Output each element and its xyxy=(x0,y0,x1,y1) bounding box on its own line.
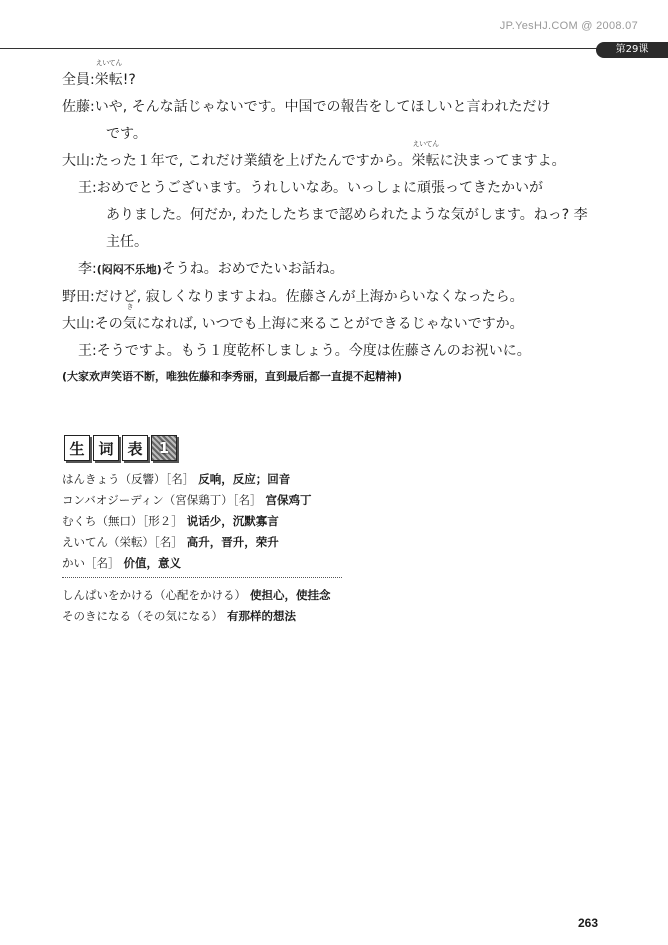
dialogue-continuation: です。 xyxy=(106,126,147,142)
line-post: に決まってますよ。 xyxy=(439,153,566,169)
vocab-entry xyxy=(62,556,622,570)
phrase-meaning: 使担心，使挂念 xyxy=(250,588,331,602)
dotted-divider xyxy=(62,577,342,578)
vocab-meaning: 高升，晋升，荣升 xyxy=(186,535,279,549)
vocab-term: はんきょう（反響）［名］ xyxy=(62,472,195,486)
vocab-heading-char: 生 xyxy=(64,435,90,461)
speaker: 大山: xyxy=(62,316,95,332)
ruby-base: 栄転 xyxy=(411,153,440,169)
ruby-word xyxy=(411,140,440,171)
line-text: そうですよ。もう１度乾杯しましょう。今度は佐藤さんのお祝いに。 xyxy=(96,343,531,359)
vocab-heading-char: 词 xyxy=(93,435,119,461)
dialogue-line xyxy=(62,287,622,307)
line-rest: !? xyxy=(122,72,136,88)
ruby-reading: えいてん xyxy=(412,140,439,148)
speaker: 王: xyxy=(78,180,97,196)
vocab-meaning: 反响，反应；回音 xyxy=(198,472,291,486)
line-post: になれば, いつでも上海に来ることができるじゃないですか。 xyxy=(136,316,524,332)
speaker: 全員: xyxy=(62,72,95,88)
vocab-meaning: 宫保鸡丁 xyxy=(265,493,312,507)
speaker: 大山: xyxy=(62,153,95,169)
vocab-term: コンバオジーディン（宮保鶏丁）［名］ xyxy=(62,493,262,507)
vocab-term: むくち（無口）［形２］ xyxy=(62,514,183,528)
stage-direction: (大家欢声笑语不断，唯独佐藤和李秀丽，直到最后都一直提不起精神) xyxy=(62,370,403,383)
line-text xyxy=(94,59,622,90)
dialogue-line xyxy=(62,178,622,198)
phrase-entry xyxy=(62,609,622,623)
vocab-meaning: 价值，意义 xyxy=(123,556,181,570)
speaker: 王: xyxy=(78,343,97,359)
vocab-heading-char: 表 xyxy=(122,435,148,461)
vocab-entry xyxy=(62,493,622,507)
ruby-reading: き xyxy=(126,303,133,311)
ruby-word xyxy=(122,303,137,334)
ruby-word xyxy=(94,59,123,90)
vocab-term: かい［名］ xyxy=(62,556,120,570)
dialogue xyxy=(62,59,622,387)
vocab-heading xyxy=(64,435,177,461)
speaker: 佐藤: xyxy=(62,99,95,115)
ruby-base: 気 xyxy=(122,316,137,332)
dialogue-line xyxy=(62,259,622,280)
vocab-entry xyxy=(62,535,622,549)
dialogue-line xyxy=(62,341,622,361)
phrase-entry xyxy=(62,588,622,602)
line-text: いや, そんな話じゃないです。中国での報告をしてほしいと言われただけ xyxy=(94,99,551,115)
watermark: JP.YesHJ.COM @ 2008.07 xyxy=(499,20,638,32)
header-rule xyxy=(0,48,604,49)
line-pre: その xyxy=(94,316,123,332)
phrase-meaning: 有那样的想法 xyxy=(227,609,296,623)
vocab-heading-number: 1 xyxy=(151,435,177,461)
line-pre: たった１年で, これだけ業績を上げたんですから。 xyxy=(94,153,412,169)
stage-note: (闷闷不乐地) xyxy=(96,263,162,276)
vocab-entry xyxy=(62,514,622,528)
line-text: おめでとうございます。うれしいなあ。いっしょに頑張ってきたかいが xyxy=(96,180,544,196)
vocab-list xyxy=(62,472,622,630)
phrase-term: そのきになる（その気になる） xyxy=(62,609,223,623)
dialogue-line xyxy=(62,97,622,117)
line-body: そうね。おめでたいお話ね。 xyxy=(161,261,344,277)
dialogue-line xyxy=(62,303,622,334)
line-text xyxy=(94,140,622,171)
dialogue-continuation: 主任。 xyxy=(106,234,148,250)
line-text xyxy=(97,259,622,280)
line-text xyxy=(94,303,622,334)
ruby-base: 栄転 xyxy=(94,72,123,88)
vocab-entry xyxy=(62,472,622,486)
vocab-meaning: 说话少，沉默寡言 xyxy=(186,514,279,528)
dialogue-line xyxy=(62,140,622,171)
phrase-term: しんぱいをかける（心配をかける） xyxy=(62,588,246,602)
speaker: 野田: xyxy=(62,289,95,305)
line-text: だけど, 寂しくなりますよね。佐藤さんが上海からいなくなったら。 xyxy=(94,289,524,305)
dialogue-line xyxy=(62,59,622,90)
vocab-term: えいてん（栄転）［名］ xyxy=(62,535,183,549)
dialogue-continuation: ありました。何だか, わたしたちまで認められたような気がします。ねっ? 李 xyxy=(106,207,588,223)
page-number: 263 xyxy=(578,916,599,930)
ruby-reading: えいてん xyxy=(95,59,122,67)
speaker: 李: xyxy=(78,261,97,277)
lesson-tab: 第29课 xyxy=(596,42,668,58)
